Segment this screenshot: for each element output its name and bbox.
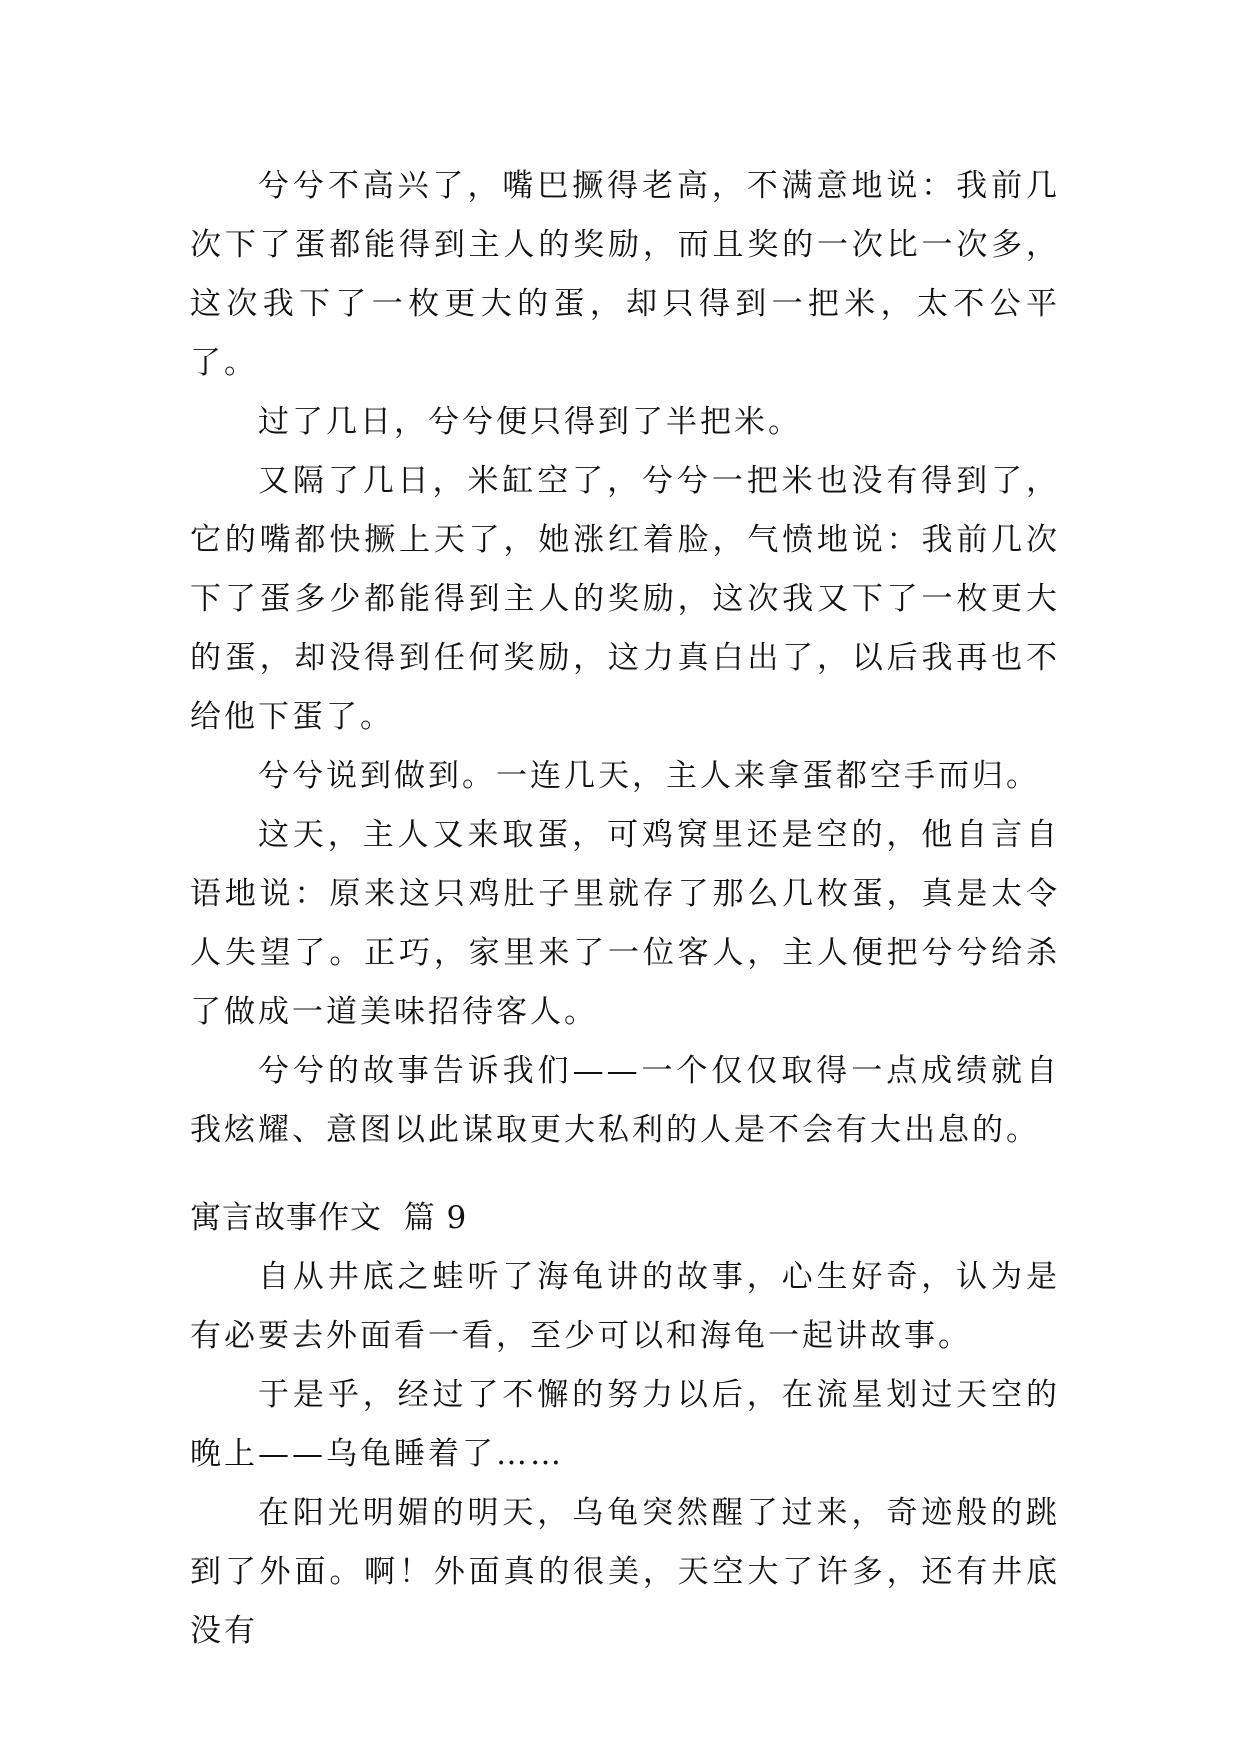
paragraph: 于是乎，经过了不懈的努力以后，在流星划过天空的晚上——乌龟睡着了……	[190, 1377, 1060, 1472]
paragraph: 又隔了几日，米缸空了，兮兮一把米也没有得到了，它的嘴都快撅上天了，她涨红着脸，气愤地说：我前几次下了蛋多少都能得到主人的奖励，这次我又下了一枚更大的蛋，却没得到任何奖励，这力真白出了，以后我再也不给他下蛋了。	[190, 463, 1060, 735]
paragraph: 兮兮的故事告诉我们——一个仅仅取得一点成绩就自我炫耀、意图以此谋取更大私利的人是不会有大出息的。	[190, 1053, 1060, 1148]
paragraph: 这天，主人又来取蛋，可鸡窝里还是空的，他自言自语地说：原来这只鸡肚子里就存了那么几枚蛋，真是太令人失望了。正巧，家里来了一位客人，主人便把兮兮给杀了做成一道美味招待客人。	[190, 817, 1060, 1030]
paragraph: 自从井底之蛙听了海龟讲的故事，心生好奇，认为是有必要去外面看一看，至少可以和海龟一起讲故事。	[190, 1259, 1060, 1354]
paragraph: 在阳光明媚的明天，乌龟突然醒了过来，奇迹般的跳到了外面。啊！外面真的很美，天空大了许多，还有井底没有	[190, 1495, 1060, 1649]
paragraph: 过了几日，兮兮便只得到了半把米。	[258, 404, 802, 440]
section-heading: 寓言故事作文 篇 9	[190, 1200, 468, 1236]
paragraph: 兮兮不高兴了，嘴巴撅得老高，不满意地说：我前几次下了蛋都能得到主人的奖励，而且奖的一次比一次多，这次我下了一枚更大的蛋，却只得到一把米，太不公平了。	[190, 168, 1060, 381]
document-body	[190, 157, 1060, 1661]
paragraph: 兮兮说到做到。一连几天，主人来拿蛋都空手而归。	[258, 758, 1040, 794]
